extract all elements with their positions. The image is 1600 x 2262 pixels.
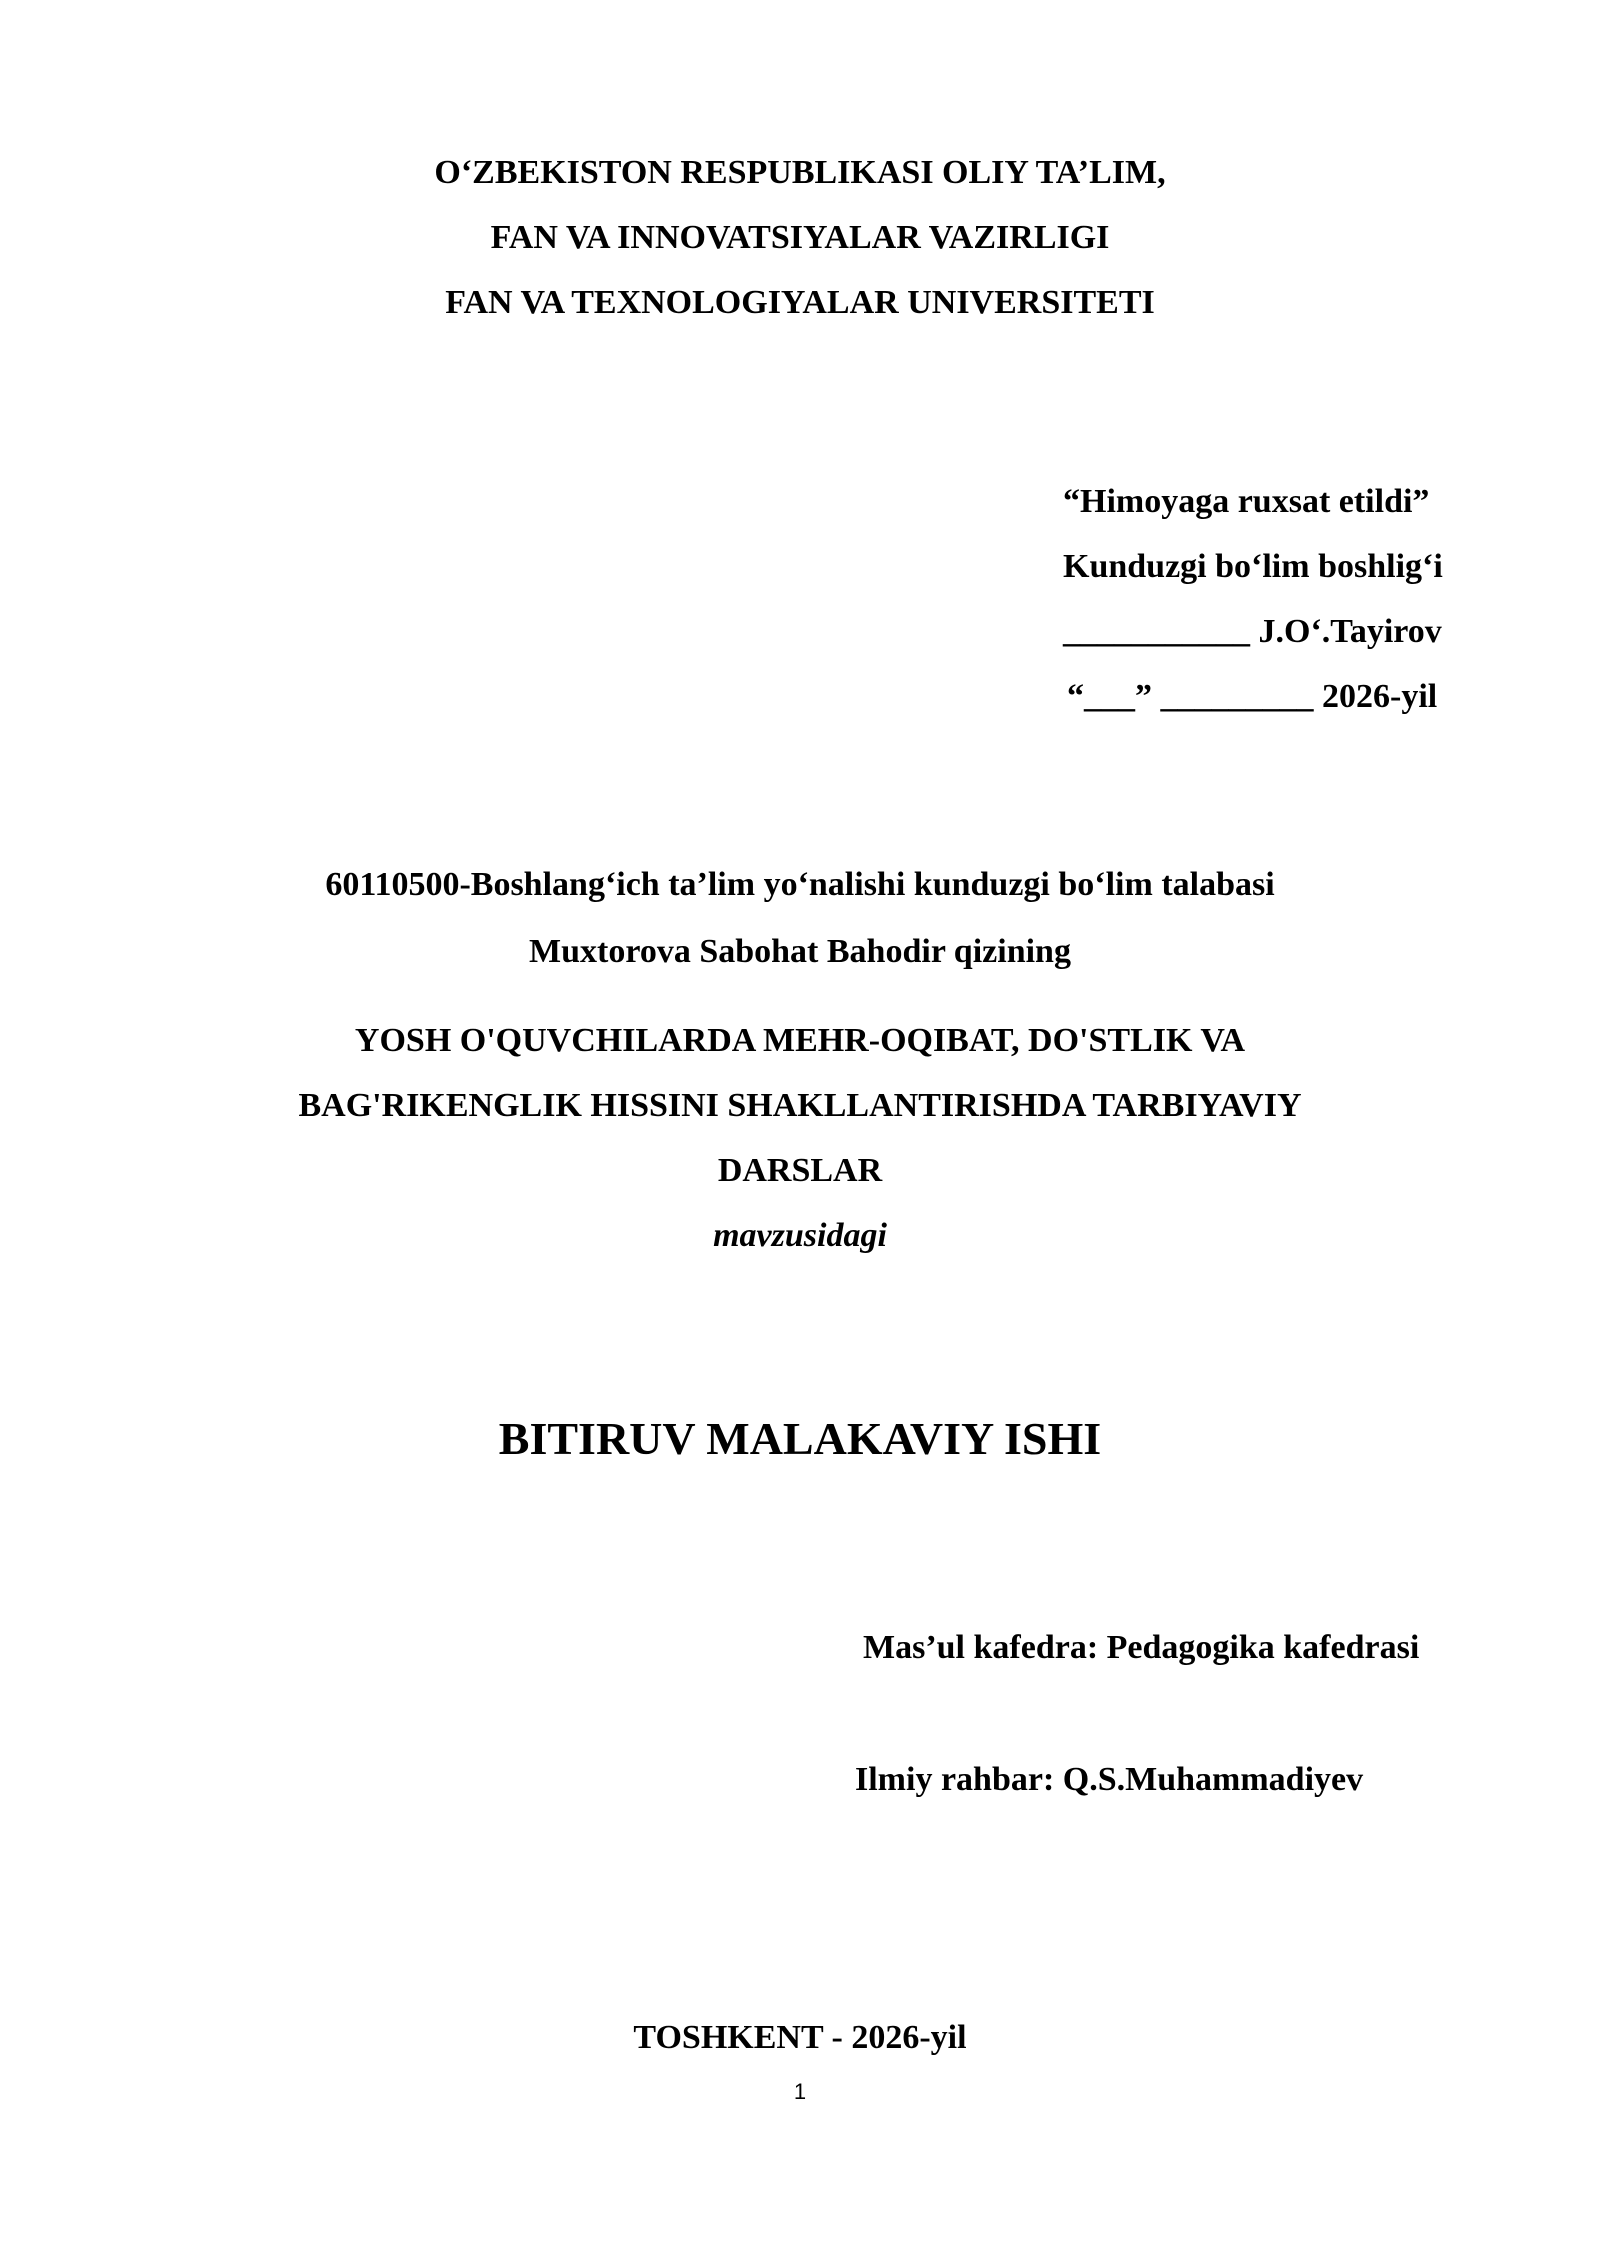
- approval-permission: “Himoyaga ruxsat etildi”: [1063, 483, 1430, 520]
- page-number: 1: [793, 2079, 807, 2104]
- document-type-title: BITIRUV MALAKAVIY ISHI: [498, 1413, 1102, 1464]
- university-name: FAN VA TEXNOLOGIYALAR UNIVERSITETI: [445, 284, 1155, 321]
- topic-line-1: YOSH O'QUVCHILARDA MEHR-OQIBAT, DO'STLIK VA: [354, 1022, 1246, 1059]
- ministry-line-1: O‘ZBEKISTON RESPUBLIKASI OLIY TA’LIM,: [434, 154, 1166, 191]
- approval-signature: ___________ J.O‘.Tayirov: [1063, 613, 1442, 650]
- topic-line-3: DARSLAR: [717, 1152, 883, 1189]
- student-program: 60110500-Boshlang‘ich ta’lim yo‘nalishi kunduzgi bo‘lim talabasi: [325, 866, 1275, 903]
- city-year: TOSHKENT - 2026-yil: [633, 2019, 967, 2056]
- topic-line-2: BAG'RIKENGLIK HISSINI SHAKLLANTIRISHDA TARBIYAVIY: [298, 1087, 1302, 1124]
- student-name: Muxtorova Sabohat Bahodir qizining: [529, 933, 1071, 970]
- approval-date: “___” _________ 2026-yil: [1067, 678, 1438, 715]
- approval-position: Kunduzgi bo‘lim boshlig‘i: [1063, 548, 1443, 585]
- scientific-supervisor: Ilmiy rahbar: Q.S.Muhammadiyev: [855, 1761, 1364, 1798]
- topic-suffix: mavzusidagi: [713, 1217, 887, 1254]
- ministry-line-2: FAN VA INNOVATSIYALAR VAZIRLIGI: [490, 219, 1110, 256]
- responsible-department: Mas’ul kafedra: Pedagogika kafedrasi: [863, 1629, 1420, 1666]
